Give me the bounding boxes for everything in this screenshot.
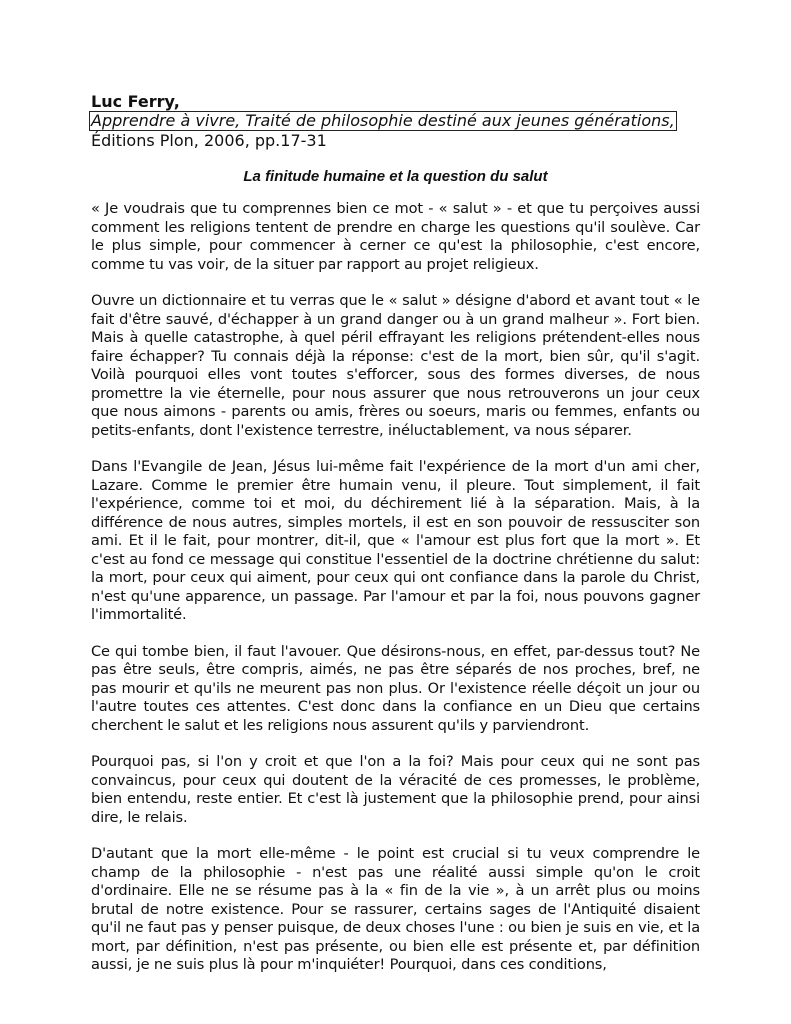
paragraph: Ouvre un dictionnaire et tu verras que le « salut » désigne d'abord et avant tout « le fait d'être sauvé, d'échapper à un grand danger ou à un grand malheur ». Fort bien. Mais à quelle catastrophe, à quel péril effrayant les religions prétendent-elles nous faire échapper? Tu connais déjà la réponse: c'est de la mort, bien sûr, qu'il s'agit. Voilà pourquoi elles vont toutes s'efforcer, sous des formes diverses, de nous promettre la vie éternelle, pour nous assurer que nous retrouverons un jour ceux que nous aimons - parents ou amis, frères ou soeurs, maris ou femmes, enfants ou petits-enfants, dont l'existence terrestre, inéluctablement, va nous séparer. (91, 292, 700, 439)
book-title-line (91, 111, 700, 131)
paragraph: Pourquoi pas, si l'on y croit et que l'on a la foi? Mais pour ceux qui ne sont pas convaincus, pour ceux qui doutent de la véracité de ces promesses, le problème, bien entendu, reste entier. Et c'est là justement que la philosophie prend, pour ainsi dire, le relais. (91, 753, 700, 826)
author-name: Luc Ferry, (91, 92, 180, 111)
document-page (91, 92, 700, 993)
paragraph: Ce qui tombe bien, il faut l'avouer. Que désirons-nous, en effet, par-dessus tout? Ne pas être seuls, être compris, aimés, ne pas être séparés de nos proches, bref, ne pas mourir et qu'ils ne meurent pas non plus. Or l'existence réelle déçoit un jour ou l'autre toutes ces attentes. C'est donc dans la confiance en un Dieu que certains cherchent le salut et les religions nous assurent qu'ils y parviendront. (91, 642, 700, 734)
section-title: La finitude humaine et la question du salut (243, 168, 548, 185)
paragraph: « Je voudrais que tu comprennes bien ce mot - « salut » - et que tu perçoives aussi comment les religions tentent de prendre en charge les questions qu'il soulève. Car le plus simple, pour commencer à cerner ce qu'est la philosophie, c'est encore, comme tu vas voir, de la situer par rapport au projet religieux. (91, 200, 700, 273)
publisher-info: Éditions Plon, 2006, pp.17-31 (91, 131, 327, 150)
paragraph: D'autant que la mort elle-même - le point est crucial si tu veux comprendre le champ de la philosophie - n'est pas une réalité aussi simple qu'on le croit d'ordinaire. Elle ne se résume pas à la « fin de la vie », à un arrêt plus ou moins brutal de notre existence. Pour se rassurer, certains sages de l'Antiquité disaient qu'il ne faut pas y penser puisque, de deux choses l'une : ou bien je suis en vie, et la mort, par définition, n'est pas présente, ou bien elle est présente et, par définition aussi, je ne suis plus là pour m'inquiéter! Pourquoi, dans ces conditions, (91, 845, 700, 973)
paragraph: Dans l'Evangile de Jean, Jésus lui-même fait l'expérience de la mort d'un ami cher, Lazare. Comme le premier être humain venu, il pleure. Tout simplement, il fait l'expérience, comme toi et moi, du déchirement lié à la séparation. Mais, à la différence de nous autres, simples mortels, il est en son pouvoir de ressusciter son ami. Et il le fait, pour montrer, dit-il, que « l'amour est plus fort que la mort ». Et c'est au fond ce message qui constitue l'essentiel de la doctrine chrétienne du salut: la mort, pour ceux qui aiment, pour ceux qui ont confiance dans la parole du Christ, n'est qu'une apparence, un passage. Par l'amour et par la foi, nous pouvons gagner l'immortalité. (91, 458, 700, 623)
book-title: Apprendre à vivre, Traité de philosophie destiné aux jeunes générations, (91, 111, 675, 130)
